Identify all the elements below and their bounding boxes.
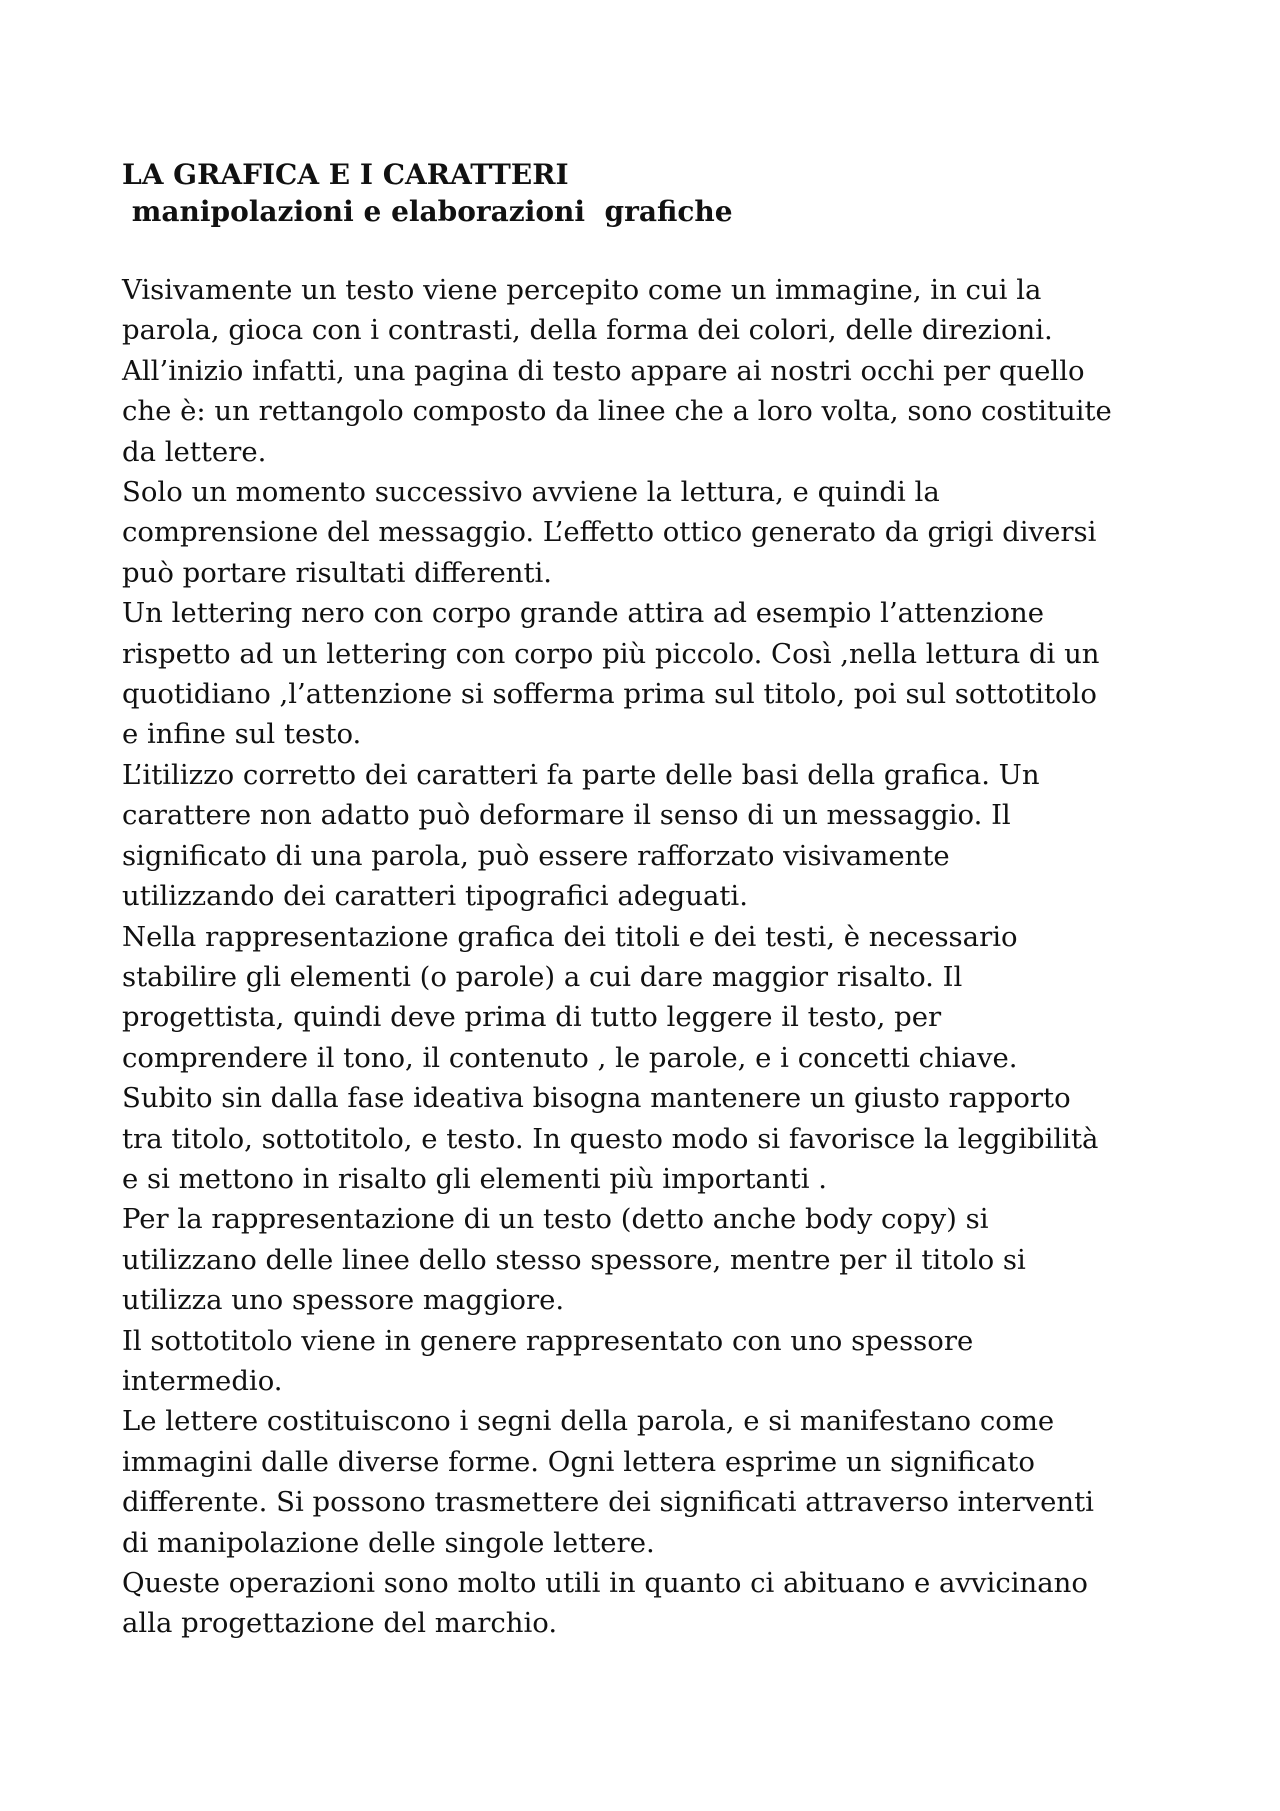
body-line: stabilire gli elementi (o parole) a cui dare maggior risalto. Il [122,960,963,993]
body-line: tra titolo, sottotitolo, e testo. In questo modo si favorisce la leggibilità [122,1122,1099,1155]
body-line: Solo un momento successivo avviene la lettura, e quindi la [122,476,940,509]
body-line: utilizzando dei caratteri tipografici adeguati. [122,880,748,913]
body-line: L’itilizzo corretto dei caratteri fa parte delle basi della grafica. Un [122,758,1040,791]
body-line: parola, gioca con i contrasti, della forma dei colori, delle direzioni. [122,314,1053,347]
body-line: utilizza uno spessore maggiore. [122,1284,565,1317]
body-line: All’inizio infatti, una pagina di testo appare ai nostri occhi per quello [122,354,1085,387]
body-line: comprensione del messaggio. L’effetto ottico generato da grigi diversi [122,516,1097,549]
document-page [122,156,1162,1644]
body-line: intermedio. [122,1364,283,1397]
body-line: Queste operazioni sono molto utili in quanto ci abituano e avvicinano [122,1567,1088,1599]
body-line: progettista, quindi deve prima di tutto leggere il testo, per [122,1001,942,1034]
document-title: LA GRAFICA E I CARATTERI [122,158,569,191]
body-line: significato di una parola, può essere rafforzato visivamente [122,839,950,872]
body-line: carattere non adatto può deformare il senso di un messaggio. Il [122,799,1011,832]
body-line: di manipolazione delle singole lettere. [122,1526,655,1559]
body-line: Per la rappresentazione di un testo (detto anche body copy) si [122,1203,989,1236]
body-line: quotidiano ,l’attenzione si sofferma prima sul titolo, poi sul sottotitolo [122,678,1097,711]
body-line: Le lettere costituiscono i segni della parola, e si manifestano come [122,1405,1055,1438]
body-line: da lettere. [122,435,267,468]
body-text [122,270,1162,1644]
body-line: può portare risultati differenti. [122,556,553,589]
body-line: Nella rappresentazione grafica dei titoli e dei testi, è necessario [122,920,1018,953]
body-line: Subito sin dalla fase ideativa bisogna mantenere un giusto rapporto [122,1082,1071,1115]
body-line: immagini dalle diverse forme. Ogni lettera esprime un significato [122,1445,1035,1478]
body-line: differente. Si possono trasmettere dei significati attraverso interventi [122,1486,1094,1519]
body-line: e si mettono in risalto gli elementi più importanti . [122,1162,827,1195]
document-subtitle: manipolazioni e elaborazioni grafiche [122,195,733,228]
body-line: utilizzano delle linee dello stesso spessore, mentre per il titolo si [122,1243,1026,1276]
body-line: rispetto ad un lettering con corpo più piccolo. Così ,nella lettura di un [122,637,1100,670]
body-line: e infine sul testo. [122,718,362,751]
body-line: comprendere il tono, il contenuto , le parole, e i concetti chiave. [122,1041,1018,1074]
body-line: Il sottotitolo viene in genere rappresentato con uno spessore [122,1324,974,1357]
body-line: Visivamente un testo viene percepito come un immagine, in cui la [122,274,1042,306]
body-line: che è: un rettangolo composto da linee che a loro volta, sono costituite [122,395,1112,428]
body-line: Un lettering nero con corpo grande attira ad esempio l’attenzione [122,597,1044,630]
body-line: alla progettazione del marchio. [122,1607,558,1640]
